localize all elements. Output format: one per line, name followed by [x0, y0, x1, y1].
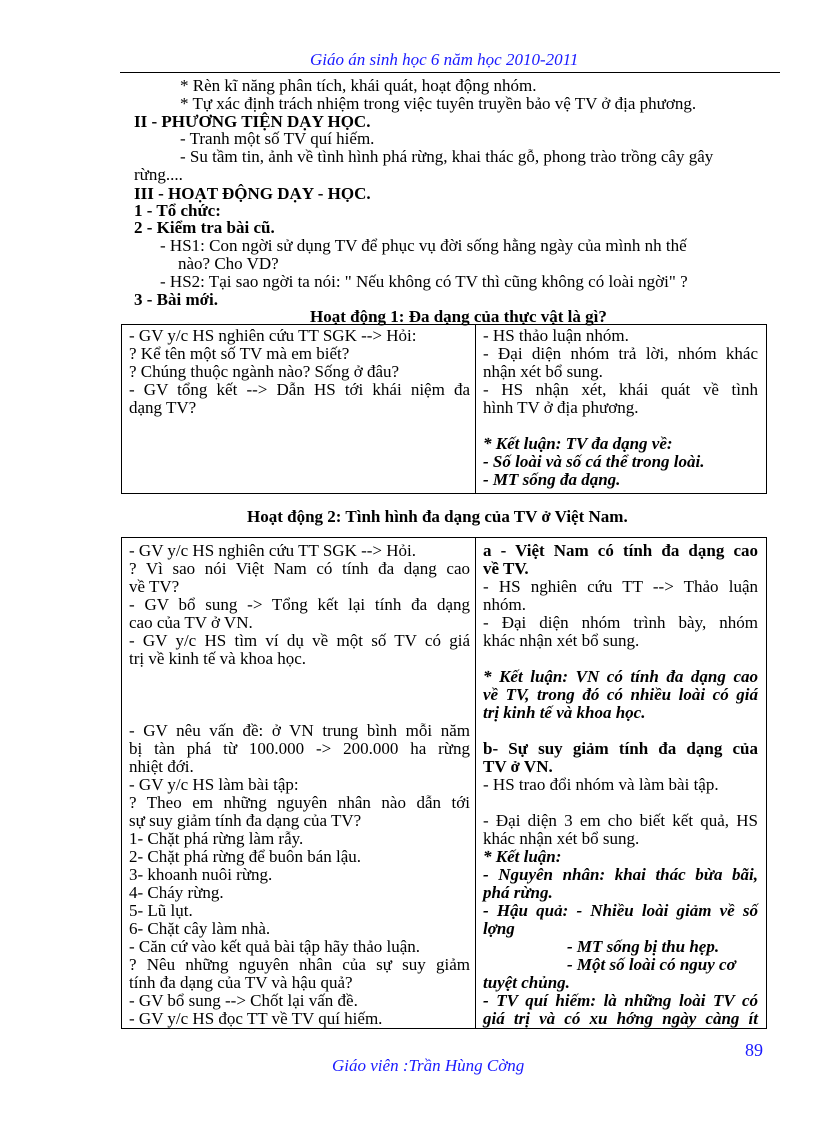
teacher-line: - GV tổng kết --> Dẫn HS tới khái niệm đa: [129, 380, 470, 399]
teacher-line: 1- Chặt phá rừng làm rẫy.: [129, 829, 304, 848]
section-a-heading: a - Việt Nam có tính đa dạng cao: [483, 541, 758, 560]
activity-2-teacher-column-a: [129, 542, 470, 668]
section-2-item-1: - Tranh một số TV quí hiếm.: [180, 129, 375, 148]
conclusion-line: * Kết luận:: [483, 847, 562, 866]
conclusion-line: - Một số loài có nguy cơ: [567, 955, 736, 974]
section-2-item-2b: rừng....: [134, 165, 183, 184]
student-line: - HS nhận xét, khái quát về tình: [483, 380, 758, 399]
teacher-line: cao của TV ở VN.: [129, 613, 253, 632]
review-question-1b: nào? Cho VD?: [178, 254, 279, 273]
activity-2-student-column: [483, 542, 758, 1028]
activity-1-student-column: [483, 327, 758, 489]
conclusion-line: - MT sống đa dạng.: [483, 470, 621, 489]
teacher-line: bị tàn phá từ 100.000 -> 200.000 ha rừng: [129, 739, 470, 758]
subsection-organization: 1 - Tổ chức:: [134, 201, 221, 220]
teacher-line: 5- Lũ lụt.: [129, 901, 193, 920]
teacher-line: nhiệt đới.: [129, 757, 194, 776]
conclusion-line: phá rừng.: [483, 883, 553, 902]
student-line: nhận xét bổ sung.: [483, 362, 603, 381]
conclusion-line: trị kinh tế và khoa học.: [483, 703, 646, 722]
student-line: - HS nghiên cứu TT --> Thảo luận: [483, 577, 758, 596]
activity-2-title: Hoạt động 2: Tình hình đa dạng của TV ở Việt Nam.: [247, 507, 628, 526]
teacher-line: tính đa dạng của TV và hậu quả?: [129, 973, 353, 992]
conclusion-line: * Kết luận: VN có tính đa dạng cao: [483, 667, 758, 686]
student-line: nhóm.: [483, 595, 526, 614]
teacher-line: dạng TV?: [129, 398, 197, 417]
teacher-line: ? Theo em những nguyên nhân nào dẫn tới: [129, 793, 470, 812]
subsection-review: 2 - Kiểm tra bài cũ.: [134, 218, 275, 237]
teacher-line: - GV y/c HS nghiên cứu TT SGK --> Hỏi:: [129, 326, 417, 345]
teacher-line: ? Vì sao nói Việt Nam có tính đa dạng cao: [129, 559, 470, 578]
subsection-new-lesson: 3 - Bài mới.: [134, 290, 219, 309]
section-a-heading: về TV.: [483, 559, 529, 578]
student-line: khác nhận xét bổ sung.: [483, 631, 640, 650]
teacher-line: ? Kể tên một số TV mà em biết?: [129, 344, 350, 363]
activity-1-teacher-column: [129, 327, 470, 417]
review-question-2: - HS2: Tại sao ngời ta nói: " Nếu không có TV thì cũng không có loài ngời" ?: [160, 272, 688, 291]
section-2-heading: II - PHƯƠNG TIỆN DẠY HỌC.: [134, 112, 371, 131]
conclusion-line: về TV, trong đó có nhiều loài có giá: [483, 685, 758, 704]
teacher-line: - GV y/c HS nghiên cứu TT SGK --> Hỏi.: [129, 541, 417, 560]
conclusion-line: giá trị và có xu hớng ngày càng ít: [483, 1009, 758, 1028]
teacher-line: - GV bổ sung -> Tổng kết lại tính đa dạng: [129, 595, 470, 614]
activity-2-divider: [475, 537, 476, 1029]
teacher-line: - GV nêu vấn đề: ở VN trung bình mỗi năm: [129, 721, 470, 740]
student-line: - Đại diện nhóm trả lời, nhóm khác: [483, 344, 758, 363]
review-question-1a: - HS1: Con ngời sử dụng TV để phục vụ đời sống hằng ngày của mình nh thế: [160, 236, 687, 255]
header-title: Giáo án sinh học 6 năm học 2010-2011: [310, 50, 579, 69]
activity-1-title: Hoạt động 1: Đa dạng của thực vật là gì?: [310, 307, 607, 326]
student-line: khác nhận xét bổ sung.: [483, 829, 640, 848]
conclusion-line: - Số loài và số cá thể trong loài.: [483, 452, 705, 471]
footer-teacher-name: Giáo viên :Trần Hùng Cờng: [332, 1056, 525, 1075]
teacher-line: về TV?: [129, 577, 180, 596]
student-line: hình TV ở địa phương.: [483, 398, 639, 417]
intro-line-2: * Tự xác định trách nhiệm trong việc tuyên truyền bảo vệ TV ở địa phương.: [180, 94, 697, 113]
teacher-line: trị về kinh tế và khoa học.: [129, 649, 307, 668]
teacher-line: 2- Chặt phá rừng để buôn bán lậu.: [129, 847, 362, 866]
teacher-line: 6- Chặt cây làm nhà.: [129, 919, 271, 938]
section-3-heading: III - HOẠT ĐỘNG DẠY - HỌC.: [134, 184, 371, 203]
student-line: - HS trao đổi nhóm và làm bài tập.: [483, 775, 719, 794]
teacher-line: ? Chúng thuộc ngành nào? Sống ở đâu?: [129, 362, 400, 381]
conclusion-line: * Kết luận: TV đa dạng về:: [483, 434, 673, 453]
teacher-line: - GV y/c HS làm bài tập:: [129, 775, 299, 794]
section-b-heading: TV ở VN.: [483, 757, 553, 776]
student-line: - Đại diện 3 em cho biết kết quả, HS: [483, 811, 758, 830]
conclusion-line: - Nguyên nhân: khai thác bừa bãi,: [483, 865, 758, 884]
page-header: [120, 50, 780, 73]
teacher-line: ? Nêu những nguyên nhân của sự suy giảm: [129, 955, 470, 974]
student-line: - HS thảo luận nhóm.: [483, 326, 629, 345]
teacher-line: - Căn cứ vào kết quả bài tập hãy thảo luận.: [129, 937, 421, 956]
page-number: 89: [745, 1040, 763, 1060]
section-2-item-2a: - Su tầm tin, ảnh về tình hình phá rừng, khai thác gỗ, phong trào trồng cây gây: [180, 147, 714, 166]
student-line: - Đại diện nhóm trình bày, nhóm: [483, 613, 758, 632]
teacher-line: - GV y/c HS tìm ví dụ về một số TV có giá: [129, 631, 470, 650]
conclusion-line: - TV quí hiếm: là những loài TV có: [483, 991, 758, 1010]
conclusion-line: - MT sống bị thu hẹp.: [567, 937, 720, 956]
teacher-line: 4- Cháy rừng.: [129, 883, 224, 902]
teacher-line: - GV y/c HS đọc TT về TV quí hiếm.: [129, 1009, 383, 1028]
teacher-line: - GV bổ sung --> Chốt lại vấn đề.: [129, 991, 358, 1010]
intro-line-1: * Rèn kĩ năng phân tích, khái quát, hoạt động nhóm.: [180, 76, 537, 95]
conclusion-line: tuyệt chủng.: [483, 973, 570, 992]
section-b-heading: b- Sự suy giảm tính đa dạng của: [483, 739, 758, 758]
conclusion-line: lợng: [483, 919, 515, 938]
conclusion-line: - Hậu quả: - Nhiều loài giảm về số: [483, 901, 758, 920]
activity-1-divider: [475, 324, 476, 494]
teacher-line: 3- khoanh nuôi rừng.: [129, 865, 273, 884]
activity-2-teacher-column-b: [129, 722, 470, 1028]
teacher-line: sự suy giảm tính đa dạng của TV?: [129, 811, 362, 830]
